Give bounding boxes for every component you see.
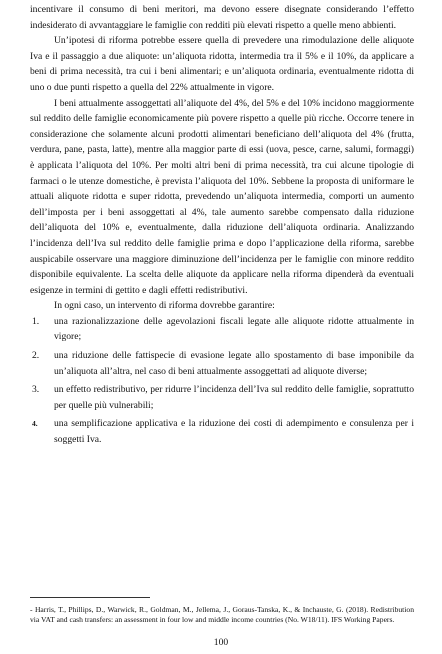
- list-item-number: 3.: [32, 384, 40, 396]
- list-item-number: 4.: [32, 419, 38, 429]
- list-item-number: 1.: [32, 315, 40, 327]
- paragraph-continuation: incentivare il consumo di beni meritori, ma devono essere disegnate considerando l’effetto indesiderato di avvantaggiare le famiglie con redditi più elevati rispetto a quelle meno abbienti.: [30, 4, 414, 31]
- reform-goals-list: [30, 314, 414, 448]
- list-item-text: una riduzione delle fattispecie di evasione legate allo spostamento di base imponibile da un’aliquota all’altra, nel caso di beni attualmente assoggettati ad aliquote diverse;: [54, 350, 414, 377]
- list-item: [30, 416, 414, 447]
- paragraph-reform-hypothesis: Un’ipotesi di riforma potrebbe essere quella di prevedere una rimodulazione delle aliquote Iva e il passaggio a due aliquote: un’aliquota ridotta, intermedia tra il 5% e il 10%, da applicare a beni di prima necessità, tra cui i beni alimentari; e un’aliquota ordinaria, eventualmente ridotta di uno o due punti rispetto a quella del 22% attualmente in vigore.: [30, 35, 414, 93]
- list-item: [30, 314, 414, 345]
- list-item: [30, 348, 414, 379]
- list-item: [30, 382, 414, 413]
- list-item-number: 2.: [32, 350, 40, 362]
- page-number: 100: [213, 637, 229, 648]
- paragraph-list-intro: In ogni caso, un intervento di riforma dovrebbe garantire:: [54, 300, 275, 312]
- footnote-separator: [30, 597, 150, 598]
- list-item-text: una semplificazione applicativa e la riduzione dei costi di adempimento e consulenza per i soggetti Iva.: [54, 418, 414, 446]
- list-item-text: una razionalizzazione delle agevolazioni fiscali legate alle aliquote ridotte attualmente in vigore;: [54, 315, 414, 343]
- paragraph-reduced-rates: I beni attualmente assoggettati all’aliquote del 4%, del 5% e del 10% incidono maggiormente sul reddito delle famiglie economicamente più povere rispetto a quelle più ricche. Occorre tenere in considerazione che solamente alcuni prodotti alimentari beneficiano dell’aliquota del 4% (frutta, verdura, pane, pasta, latte), mentre alla maggior parte di essi (uova, pesce, carne, salumi, formaggi) è applicata l’aliquota del 10%. Per molti altri beni di prima necessità, tra cui alcune tipologie di farmaci o le utenze domestiche, è prevista l’aliquota del 10%. Sebbene la proposta di uniformare le attuali aliquote ridotta e super ridotta, prevedendo un’aliquota intermedia, comporti un aumento dell’imposta per i beni assoggettati al 4%, tale aumento sarebbe compensato dalla riduzione dell’aliquota del 10% e, eventualmente, dalla riduzione dell’aliquota ordinaria. Analizzando l’incidenza dell’Iva sul reddito delle famiglie prima e dopo l’applicazione della riforma, sarebbe auspicabile osservare una maggiore diminuzione dell’incidenza per le famiglie con minore reddito disponibile equivalente. La scelta delle aliquote da applicare nella riforma dipenderà da eventuali esigenze in termini di gettito e dagli effetti redistributivi.: [30, 97, 414, 296]
- footnote: - Harris, T., Phillips, D., Warwick, R., Goldman, M., Jellema, J., Goraus-Tanska, K., & Inchauste, G. (2018). Redistribution via VAT and cash transfers: an assessment in four low and middle income countries (No. W18/11). IFS Working Papers.: [30, 605, 414, 624]
- list-item-text: un effetto redistributivo, per ridurre l’incidenza dell’Iva sul reddito delle famiglie, soprattutto per quelle più vulnerabili;: [54, 384, 414, 411]
